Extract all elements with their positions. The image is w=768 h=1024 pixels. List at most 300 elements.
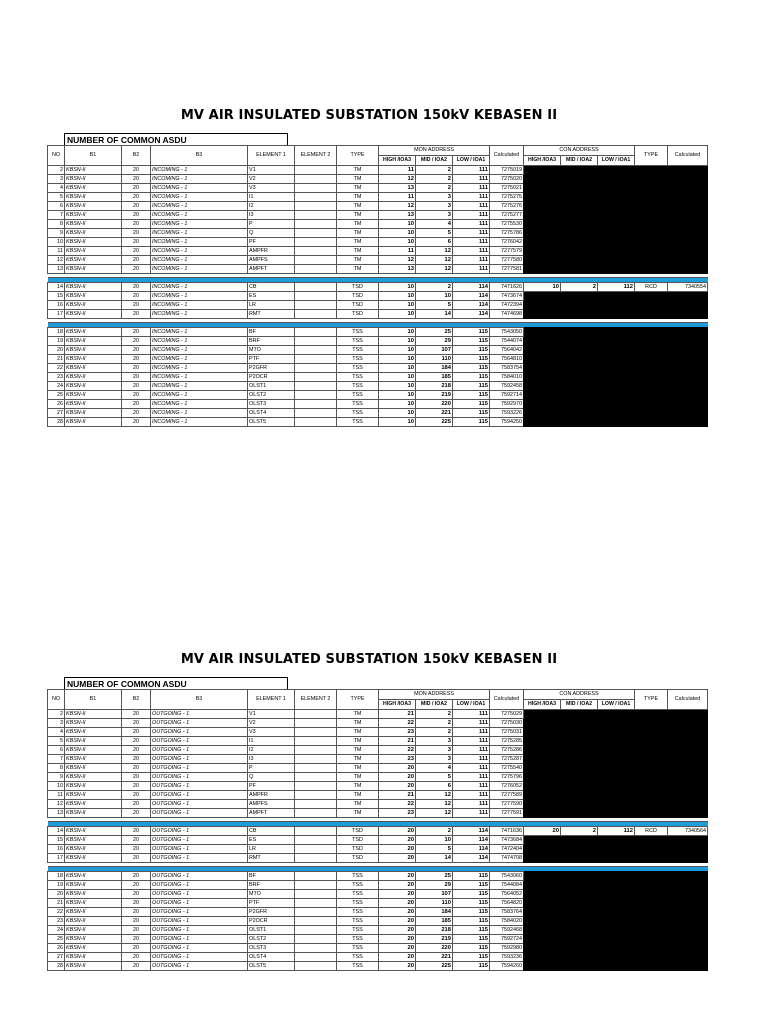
row-mon-mid: 5 xyxy=(416,773,453,782)
row-b1: KBSN-II xyxy=(65,935,122,944)
row-type: TSS xyxy=(337,917,379,926)
row-mon-low: 111 xyxy=(453,737,490,746)
row-no: 19 xyxy=(48,881,65,890)
row-b3: INCOMING - 1 xyxy=(151,346,248,355)
row-element2 xyxy=(295,836,337,845)
row-type: TSS xyxy=(337,881,379,890)
row-b3: OUTGOING - 1 xyxy=(151,836,248,845)
row-b2: 20 xyxy=(122,944,151,953)
row-mon-mid: 12 xyxy=(416,809,453,818)
row-mon-low: 111 xyxy=(453,220,490,229)
row-calculated: 7584010 xyxy=(490,373,524,382)
row-b3: INCOMING - 1 xyxy=(151,184,248,193)
row-b2: 20 xyxy=(122,220,151,229)
row-element1: OLST1 xyxy=(248,926,295,935)
row-element1: PTF xyxy=(248,899,295,908)
row-mon-high: 10 xyxy=(379,355,416,364)
row-b3: INCOMING - 1 xyxy=(151,391,248,400)
row-b2: 20 xyxy=(122,409,151,418)
row-b1: KBSN-II xyxy=(65,409,122,418)
row-b1: KBSN-II xyxy=(65,881,122,890)
row-mon-mid: 219 xyxy=(416,391,453,400)
row-mon-high: 10 xyxy=(379,373,416,382)
row-type: TM xyxy=(337,175,379,184)
row-type: TSS xyxy=(337,364,379,373)
row-b1: KBSN-II xyxy=(65,229,122,238)
row-b1: KBSN-II xyxy=(65,220,122,229)
row-mon-low: 114 xyxy=(453,854,490,863)
row-mon-high: 13 xyxy=(379,184,416,193)
row-mon-high: 21 xyxy=(379,791,416,800)
row-element1: RMT xyxy=(248,310,295,319)
page-title: MV AIR INSULATED SUBSTATION 150kV KEBASEN II xyxy=(180,108,558,123)
row-b3: INCOMING - 1 xyxy=(151,238,248,247)
row-b2: 20 xyxy=(122,917,151,926)
row-mon-high: 10 xyxy=(379,418,416,427)
row-b3: OUTGOING - 1 xyxy=(151,746,248,755)
row-no: 15 xyxy=(48,292,65,301)
row-no: 18 xyxy=(48,328,65,337)
row-element1: BF xyxy=(248,328,295,337)
row-calculated: 7275031 xyxy=(490,728,524,737)
row-mon-low: 115 xyxy=(453,373,490,382)
row-mon-mid: 221 xyxy=(416,953,453,962)
row-b1: KBSN-II xyxy=(65,899,122,908)
row-b3: INCOMING - 1 xyxy=(151,409,248,418)
row-mon-low: 111 xyxy=(453,764,490,773)
row-element1: OLST3 xyxy=(248,400,295,409)
row-element2 xyxy=(295,346,337,355)
row-element2 xyxy=(295,782,337,791)
row-element1: V3 xyxy=(248,728,295,737)
row-element2 xyxy=(295,391,337,400)
row-b1: KBSN-II xyxy=(65,364,122,373)
row-element2 xyxy=(295,926,337,935)
row-no: 12 xyxy=(48,256,65,265)
row-b2: 20 xyxy=(122,809,151,818)
row-b1: KBSN-II xyxy=(65,310,122,319)
row-b1: KBSN-II xyxy=(65,391,122,400)
row-b3: INCOMING - 1 xyxy=(151,418,248,427)
row-mon-high: 13 xyxy=(379,265,416,274)
row-mon-high: 22 xyxy=(379,746,416,755)
row-b3: INCOMING - 1 xyxy=(151,400,248,409)
asdu-header xyxy=(47,133,691,145)
row-b1: KBSN-II xyxy=(65,872,122,881)
row-type: TM xyxy=(337,238,379,247)
row-mon-low: 114 xyxy=(453,292,490,301)
row-b3: OUTGOING - 1 xyxy=(151,908,248,917)
row-b2: 20 xyxy=(122,791,151,800)
row-mon-mid: 6 xyxy=(416,238,453,247)
row-mon-high: 20 xyxy=(379,917,416,926)
row-calculated: 7592468 xyxy=(490,926,524,935)
col-header-element2: ELEMENT 2 xyxy=(295,146,337,166)
row-no: 7 xyxy=(48,211,65,220)
row-b1: KBSN-II xyxy=(65,854,122,863)
row-element1: I3 xyxy=(248,755,295,764)
row-element1: I1 xyxy=(248,737,295,746)
row-b2: 20 xyxy=(122,310,151,319)
row-element2 xyxy=(295,382,337,391)
row-b3: OUTGOING - 1 xyxy=(151,872,248,881)
row-b1: KBSN-II xyxy=(65,710,122,719)
row-mon-mid: 5 xyxy=(416,301,453,310)
row-calculated: 7277590 xyxy=(490,800,524,809)
row-mon-high: 11 xyxy=(379,247,416,256)
redacted-block xyxy=(524,292,708,319)
row-type: TM xyxy=(337,755,379,764)
row-element2 xyxy=(295,917,337,926)
row-type: TM xyxy=(337,782,379,791)
row-calculated: 7275287 xyxy=(490,755,524,764)
row-type: TM xyxy=(337,809,379,818)
row-element2 xyxy=(295,737,337,746)
row-element2 xyxy=(295,773,337,782)
table-row xyxy=(48,292,708,301)
row-no: 25 xyxy=(48,935,65,944)
row-mon-low: 111 xyxy=(453,746,490,755)
row-no: 22 xyxy=(48,908,65,917)
row-b2: 20 xyxy=(122,728,151,737)
row-element1: ES xyxy=(248,292,295,301)
row-calculated: 7593226 xyxy=(490,409,524,418)
row-b2: 20 xyxy=(122,364,151,373)
col-header-no: NO xyxy=(48,690,65,710)
row-no: 14 xyxy=(48,827,65,836)
row-mon-mid: 4 xyxy=(416,764,453,773)
row-b3: INCOMING - 1 xyxy=(151,211,248,220)
row-element1: Q xyxy=(248,773,295,782)
row-b3: OUTGOING - 1 xyxy=(151,881,248,890)
redacted-block xyxy=(524,872,708,971)
row-element2 xyxy=(295,845,337,854)
row-no: 18 xyxy=(48,872,65,881)
row-b1: KBSN-II xyxy=(65,418,122,427)
row-element2 xyxy=(295,800,337,809)
row-b1: KBSN-II xyxy=(65,800,122,809)
address-table xyxy=(47,145,708,427)
row-no: 28 xyxy=(48,418,65,427)
row-b2: 20 xyxy=(122,355,151,364)
row-no: 19 xyxy=(48,337,65,346)
row-b2: 20 xyxy=(122,400,151,409)
row-element2 xyxy=(295,202,337,211)
row-element1: I3 xyxy=(248,211,295,220)
row-element2 xyxy=(295,854,337,863)
row-no: 15 xyxy=(48,836,65,845)
row-b1: KBSN-II xyxy=(65,328,122,337)
row-mon-high: 10 xyxy=(379,400,416,409)
row-type: TSS xyxy=(337,391,379,400)
row-b3: OUTGOING - 1 xyxy=(151,845,248,854)
redacted-block xyxy=(524,836,708,863)
row-b3: OUTGOING - 1 xyxy=(151,926,248,935)
row-no: 9 xyxy=(48,229,65,238)
row-type: TM xyxy=(337,184,379,193)
col-header-con-type: TYPE xyxy=(635,146,668,166)
row-element1: V3 xyxy=(248,184,295,193)
row-calculated: 7275021 xyxy=(490,184,524,193)
row-b1: KBSN-II xyxy=(65,238,122,247)
row-type: TM xyxy=(337,229,379,238)
row-element2 xyxy=(295,746,337,755)
row-element1: OLST2 xyxy=(248,935,295,944)
asdu-label: NUMBER OF COMMON ASDU xyxy=(64,133,288,145)
row-mon-low: 114 xyxy=(453,310,490,319)
col-header-con-calculated: Calculated xyxy=(668,690,708,710)
row-mon-high: 20 xyxy=(379,908,416,917)
row-mon-high: 10 xyxy=(379,292,416,301)
row-mon-low: 111 xyxy=(453,256,490,265)
row-type: TSS xyxy=(337,337,379,346)
row-mon-high: 20 xyxy=(379,890,416,899)
address-table xyxy=(47,689,708,971)
row-mon-high: 21 xyxy=(379,737,416,746)
row-mon-low: 111 xyxy=(453,710,490,719)
row-mon-high: 20 xyxy=(379,782,416,791)
row-no: 3 xyxy=(48,719,65,728)
sheet-incoming xyxy=(47,107,707,427)
row-mon-mid: 220 xyxy=(416,944,453,953)
row-mon-mid: 3 xyxy=(416,202,453,211)
row-calculated: 7544074 xyxy=(490,337,524,346)
row-calculated: 7275277 xyxy=(490,211,524,220)
row-b1: KBSN-II xyxy=(65,746,122,755)
row-con-high: 20 xyxy=(524,827,561,836)
row-element1: BRF xyxy=(248,337,295,346)
row-calculated: 7583754 xyxy=(490,364,524,373)
row-type: TSD xyxy=(337,854,379,863)
row-no: 17 xyxy=(48,310,65,319)
row-no: 2 xyxy=(48,166,65,175)
row-calculated: 7275275 xyxy=(490,193,524,202)
row-b2: 20 xyxy=(122,292,151,301)
row-b1: KBSN-II xyxy=(65,193,122,202)
row-b2: 20 xyxy=(122,773,151,782)
row-mon-low: 111 xyxy=(453,809,490,818)
row-type: TSS xyxy=(337,926,379,935)
col-header-b1: B1 xyxy=(65,146,122,166)
row-no: 21 xyxy=(48,899,65,908)
row-mon-mid: 3 xyxy=(416,211,453,220)
mon-mid-header: MID / IOA2 xyxy=(416,156,453,166)
row-calculated: 7592970 xyxy=(490,400,524,409)
row-mon-mid: 5 xyxy=(416,845,453,854)
row-no: 22 xyxy=(48,364,65,373)
row-type: TM xyxy=(337,202,379,211)
row-type: TM xyxy=(337,193,379,202)
row-mon-low: 115 xyxy=(453,355,490,364)
row-b1: KBSN-II xyxy=(65,355,122,364)
row-type: TSS xyxy=(337,400,379,409)
row-mon-high: 22 xyxy=(379,719,416,728)
row-con-type: RCD xyxy=(635,827,668,836)
row-mon-low: 114 xyxy=(453,827,490,836)
row-element2 xyxy=(295,355,337,364)
row-b2: 20 xyxy=(122,391,151,400)
row-type: TM xyxy=(337,800,379,809)
row-b2: 20 xyxy=(122,256,151,265)
row-mon-low: 111 xyxy=(453,773,490,782)
row-b2: 20 xyxy=(122,899,151,908)
row-mon-low: 111 xyxy=(453,238,490,247)
row-b2: 20 xyxy=(122,782,151,791)
row-no: 27 xyxy=(48,953,65,962)
table-row xyxy=(48,283,708,292)
row-mon-high: 20 xyxy=(379,926,416,935)
row-element2 xyxy=(295,827,337,836)
row-no: 11 xyxy=(48,247,65,256)
row-b3: INCOMING - 1 xyxy=(151,220,248,229)
row-no: 3 xyxy=(48,175,65,184)
row-b3: INCOMING - 1 xyxy=(151,328,248,337)
row-element2 xyxy=(295,809,337,818)
mon-high-header: HIGH /IOA3 xyxy=(379,156,416,166)
row-b2: 20 xyxy=(122,764,151,773)
row-calculated: 7592714 xyxy=(490,391,524,400)
row-b2: 20 xyxy=(122,800,151,809)
row-b2: 20 xyxy=(122,953,151,962)
row-element2 xyxy=(295,755,337,764)
row-element2 xyxy=(295,791,337,800)
row-no: 23 xyxy=(48,917,65,926)
col-header-con-type: TYPE xyxy=(635,690,668,710)
col-header-b1: B1 xyxy=(65,690,122,710)
row-b3: OUTGOING - 1 xyxy=(151,755,248,764)
row-b1: KBSN-II xyxy=(65,184,122,193)
row-mon-mid: 14 xyxy=(416,854,453,863)
row-element2 xyxy=(295,872,337,881)
row-element1: OLST3 xyxy=(248,944,295,953)
row-b3: INCOMING - 1 xyxy=(151,229,248,238)
row-no: 8 xyxy=(48,764,65,773)
row-element1: V1 xyxy=(248,166,295,175)
row-element2 xyxy=(295,409,337,418)
row-mon-low: 111 xyxy=(453,193,490,202)
row-mon-low: 111 xyxy=(453,782,490,791)
row-element1: BF xyxy=(248,872,295,881)
row-mon-mid: 107 xyxy=(416,346,453,355)
row-no: 10 xyxy=(48,782,65,791)
row-b1: KBSN-II xyxy=(65,337,122,346)
row-element1: MTO xyxy=(248,890,295,899)
row-b3: OUTGOING - 1 xyxy=(151,764,248,773)
row-calculated: 7275540 xyxy=(490,764,524,773)
row-mon-low: 115 xyxy=(453,953,490,962)
row-mon-mid: 12 xyxy=(416,791,453,800)
row-b2: 20 xyxy=(122,238,151,247)
table-row xyxy=(48,328,708,337)
row-calculated: 7583764 xyxy=(490,908,524,917)
row-mon-high: 23 xyxy=(379,755,416,764)
row-mon-high: 10 xyxy=(379,364,416,373)
row-b3: INCOMING - 1 xyxy=(151,283,248,292)
row-calculated: 7592980 xyxy=(490,944,524,953)
row-element2 xyxy=(295,283,337,292)
row-no: 24 xyxy=(48,382,65,391)
row-b2: 20 xyxy=(122,845,151,854)
page-title: MV AIR INSULATED SUBSTATION 150kV KEBASEN II xyxy=(180,652,558,667)
row-b3: INCOMING - 1 xyxy=(151,292,248,301)
row-mon-high: 20 xyxy=(379,953,416,962)
row-b2: 20 xyxy=(122,211,151,220)
row-b1: KBSN-II xyxy=(65,944,122,953)
row-mon-low: 115 xyxy=(453,872,490,881)
row-mon-mid: 5 xyxy=(416,229,453,238)
row-mon-high: 20 xyxy=(379,935,416,944)
row-mon-mid: 218 xyxy=(416,382,453,391)
row-mon-mid: 14 xyxy=(416,310,453,319)
row-mon-mid: 25 xyxy=(416,328,453,337)
row-b2: 20 xyxy=(122,836,151,845)
row-mon-low: 111 xyxy=(453,265,490,274)
row-element2 xyxy=(295,256,337,265)
row-mon-mid: 2 xyxy=(416,719,453,728)
row-b1: KBSN-II xyxy=(65,292,122,301)
row-element2 xyxy=(295,719,337,728)
row-calculated: 7471636 xyxy=(490,827,524,836)
row-type: TM xyxy=(337,737,379,746)
col-header-type: TYPE xyxy=(337,690,379,710)
row-calculated: 7594260 xyxy=(490,962,524,971)
row-mon-low: 115 xyxy=(453,400,490,409)
row-type: TM xyxy=(337,220,379,229)
row-mon-high: 20 xyxy=(379,881,416,890)
row-mon-mid: 6 xyxy=(416,782,453,791)
row-no: 14 xyxy=(48,283,65,292)
row-b2: 20 xyxy=(122,328,151,337)
row-element2 xyxy=(295,881,337,890)
row-element2 xyxy=(295,265,337,274)
row-type: TSS xyxy=(337,908,379,917)
row-type: TSS xyxy=(337,872,379,881)
row-no: 27 xyxy=(48,409,65,418)
row-element2 xyxy=(295,899,337,908)
row-mon-mid: 219 xyxy=(416,935,453,944)
row-mon-mid: 4 xyxy=(416,220,453,229)
col-header-calculated: Calculated xyxy=(490,690,524,710)
row-no: 28 xyxy=(48,962,65,971)
row-type: TSD xyxy=(337,827,379,836)
row-type: TM xyxy=(337,719,379,728)
row-b1: KBSN-II xyxy=(65,845,122,854)
row-type: TSD xyxy=(337,845,379,854)
row-calculated: 7474708 xyxy=(490,854,524,863)
con-low-header: LOW / IOA1 xyxy=(598,156,635,166)
row-element2 xyxy=(295,211,337,220)
row-mon-mid: 2 xyxy=(416,166,453,175)
row-no: 8 xyxy=(48,220,65,229)
row-element1: CB xyxy=(248,283,295,292)
row-b1: KBSN-II xyxy=(65,166,122,175)
row-mon-high: 20 xyxy=(379,944,416,953)
row-element2 xyxy=(295,953,337,962)
row-b1: KBSN-II xyxy=(65,211,122,220)
row-no: 26 xyxy=(48,400,65,409)
row-no: 5 xyxy=(48,193,65,202)
row-mon-high: 10 xyxy=(379,229,416,238)
row-mon-mid: 12 xyxy=(416,265,453,274)
row-b2: 20 xyxy=(122,827,151,836)
row-b1: KBSN-II xyxy=(65,719,122,728)
row-b1: KBSN-II xyxy=(65,256,122,265)
row-mon-high: 20 xyxy=(379,764,416,773)
row-mon-high: 13 xyxy=(379,211,416,220)
row-mon-high: 20 xyxy=(379,962,416,971)
row-b1: KBSN-II xyxy=(65,782,122,791)
row-b3: INCOMING - 1 xyxy=(151,265,248,274)
